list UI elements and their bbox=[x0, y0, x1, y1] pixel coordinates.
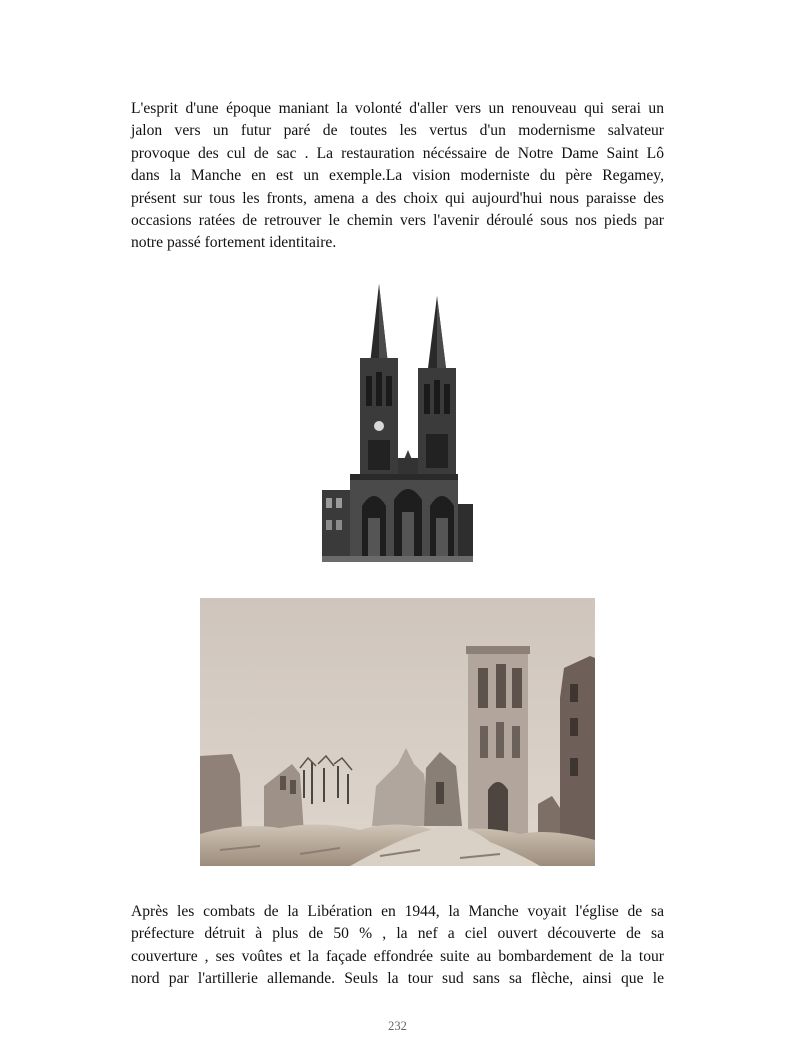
paragraph-line: Après les combats de la Libération en 1944, la Manche voyait l'église de sa bbox=[131, 903, 664, 920]
cathedral-photo bbox=[322, 268, 473, 562]
paragraph-line: L'esprit d'une époque maniant la volonté d'aller vers un renouveau qui serai un bbox=[131, 100, 664, 117]
paragraph-line: nord par l'artillerie allemande. Seuls la tour sud sans sa flèche, ainsi que le bbox=[131, 970, 664, 988]
paragraph-line: dans la Manche en est un exemple.La vision moderniste du père Regamey, bbox=[131, 167, 664, 185]
ruins-photo bbox=[200, 598, 595, 866]
paragraph-liberation bbox=[131, 901, 664, 991]
paragraph-line: jalon vers un futur paré de toutes les vertus d'un modernisme salvateur bbox=[131, 122, 664, 140]
paragraph-line: notre passé fortement identitaire. bbox=[131, 234, 337, 252]
paragraph-line: préfecture détruit à plus de 50 % , la nef a ciel ouvert découverte de sa bbox=[131, 925, 664, 943]
paragraph-line: provoque des cul de sac . La restauration nécéssaire de Notre Dame Saint Lô bbox=[131, 144, 664, 162]
paragraph-intro bbox=[131, 98, 664, 255]
paragraph-line: présent sur tous les fronts, amena a des choix qui aujourd'hui nous paraisse des bbox=[131, 189, 664, 207]
page-number: 232 bbox=[388, 1019, 407, 1033]
paragraph-line: couverture , ses voûtes et la façade effondrée suite au bombardement de la tour bbox=[131, 947, 664, 965]
paragraph-line: occasions ratées de retrouver le chemin vers l'avenir déroulé sous nos pieds par bbox=[131, 212, 664, 230]
